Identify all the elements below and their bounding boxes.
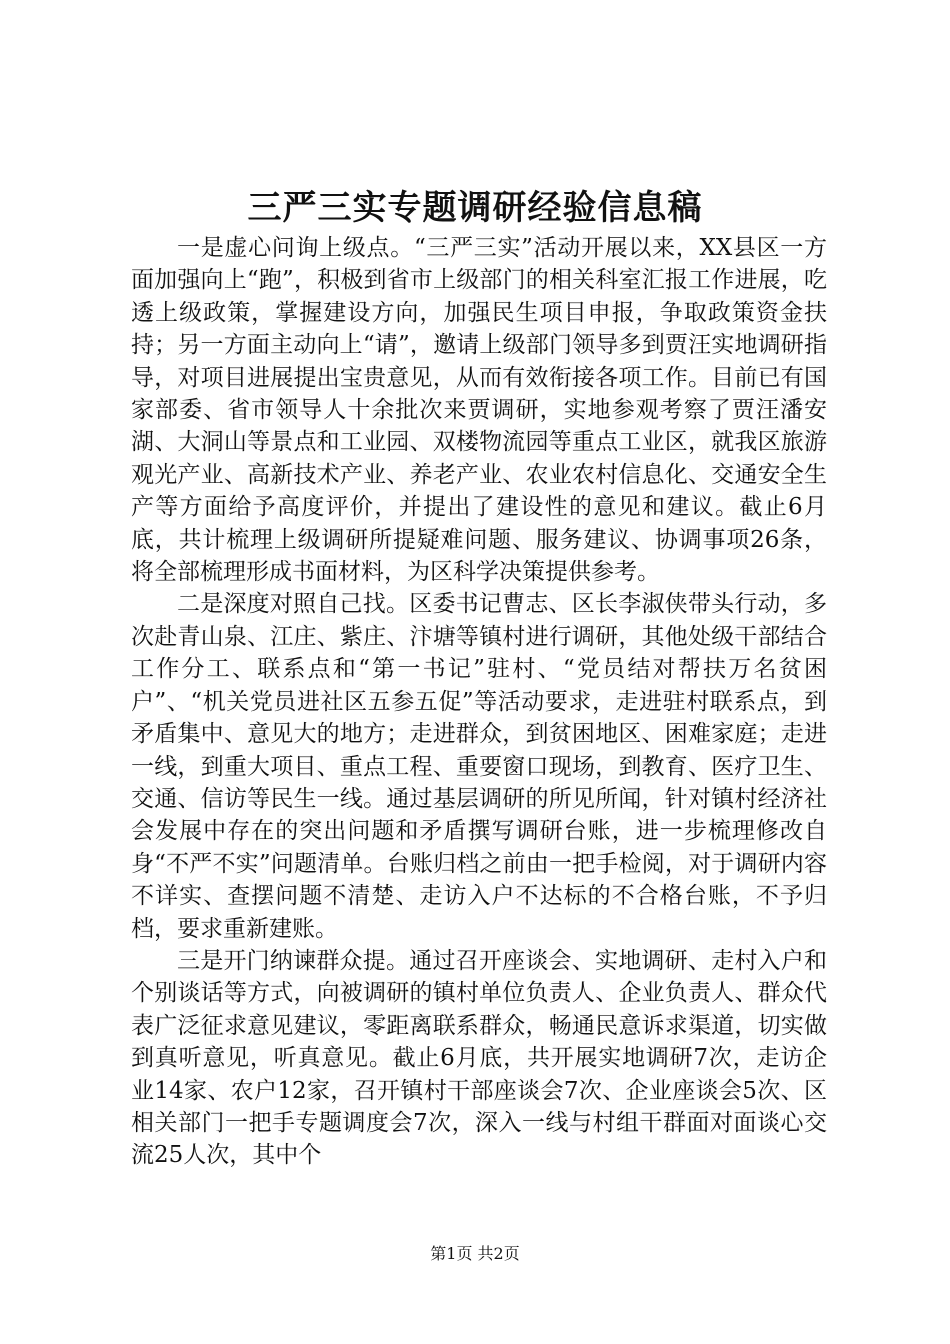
document-body [131,232,827,1172]
paragraph-1: 一是虚心问询上级点。“三严三实”活动开展以来，XX县区一方面加强向上“跑”，积极到省市上级部门的相关科室汇报工作进展，吃透上级政策，掌握建设方向，加强民生项目申报，争取政策资金扶持；另一方面主动向上“请”，邀请上级部门领导多到贾汪实地调研指导，对项目进展提出宝贵意见，从而有效衔接各项工作。目前已有国家部委、省市领导人十余批次来贾调研，实地参观考察了贾汪潘安湖、大洞山等景点和工业园、双楼物流园等重点工业区，就我区旅游观光产业、高新技术产业、养老产业、农业农村信息化、交通安全生产等方面给予高度评价，并提出了建设性的意见和建议。截止6月底，共计梳理上级调研所提疑难问题、服务建议、协调事项26条，将全部梳理形成书面材料，为区科学决策提供参考。 [131,235,827,586]
paragraph-3: 三是开门纳谏群众提。通过召开座谈会、实地调研、走村入户和个别谈话等方式，向被调研的镇村单位负责人、企业负责人、群众代表广泛征求意见建议，零距离联系群众，畅通民意诉求渠道，切实做到真听意见，听真意见。截止6月底，共开展实地调研7次，走访企业14家、农户12家，召开镇村干部座谈会7次、企业座谈会5次、区相关部门一把手专题调度会7次，深入一线与村组干群面对面谈心交流25人次，其中个 [131,947,827,1169]
page-title: 三严三实专题调研经验信息稿 [247,188,703,228]
page-number: 第1页 共2页 [430,1244,520,1263]
page-footer [0,1242,950,1266]
paragraph-2: 二是深度对照自己找。区委书记曹志、区长李淑侠带头行动，多次赴青山泉、江庄、紫庄、汴塘等镇村进行调研，其他处级干部结合工作分工、联系点和“第一书记”驻村、“党员结对帮扶万名贫困户”、“机关党员进社区五参五促”等活动要求，走进驻村联系点，到矛盾集中、意见大的地方；走进群众，到贫困地区、困难家庭；走进一线，到重大项目、重点工程、重要窗口现场，到教育、医疗卫生、交通、信访等民生一线。通过基层调研的所见所闻，针对镇村经济社会发展中存在的突出问题和矛盾撰写调研台账，进一步梳理修改自身“不严不实”问题清单。台账归档之前由一把手检阅，对于调研内容不详实、查摆问题不清楚、走访入户不达标的不合格台账，不予归档，要求重新建账。 [131,591,827,942]
